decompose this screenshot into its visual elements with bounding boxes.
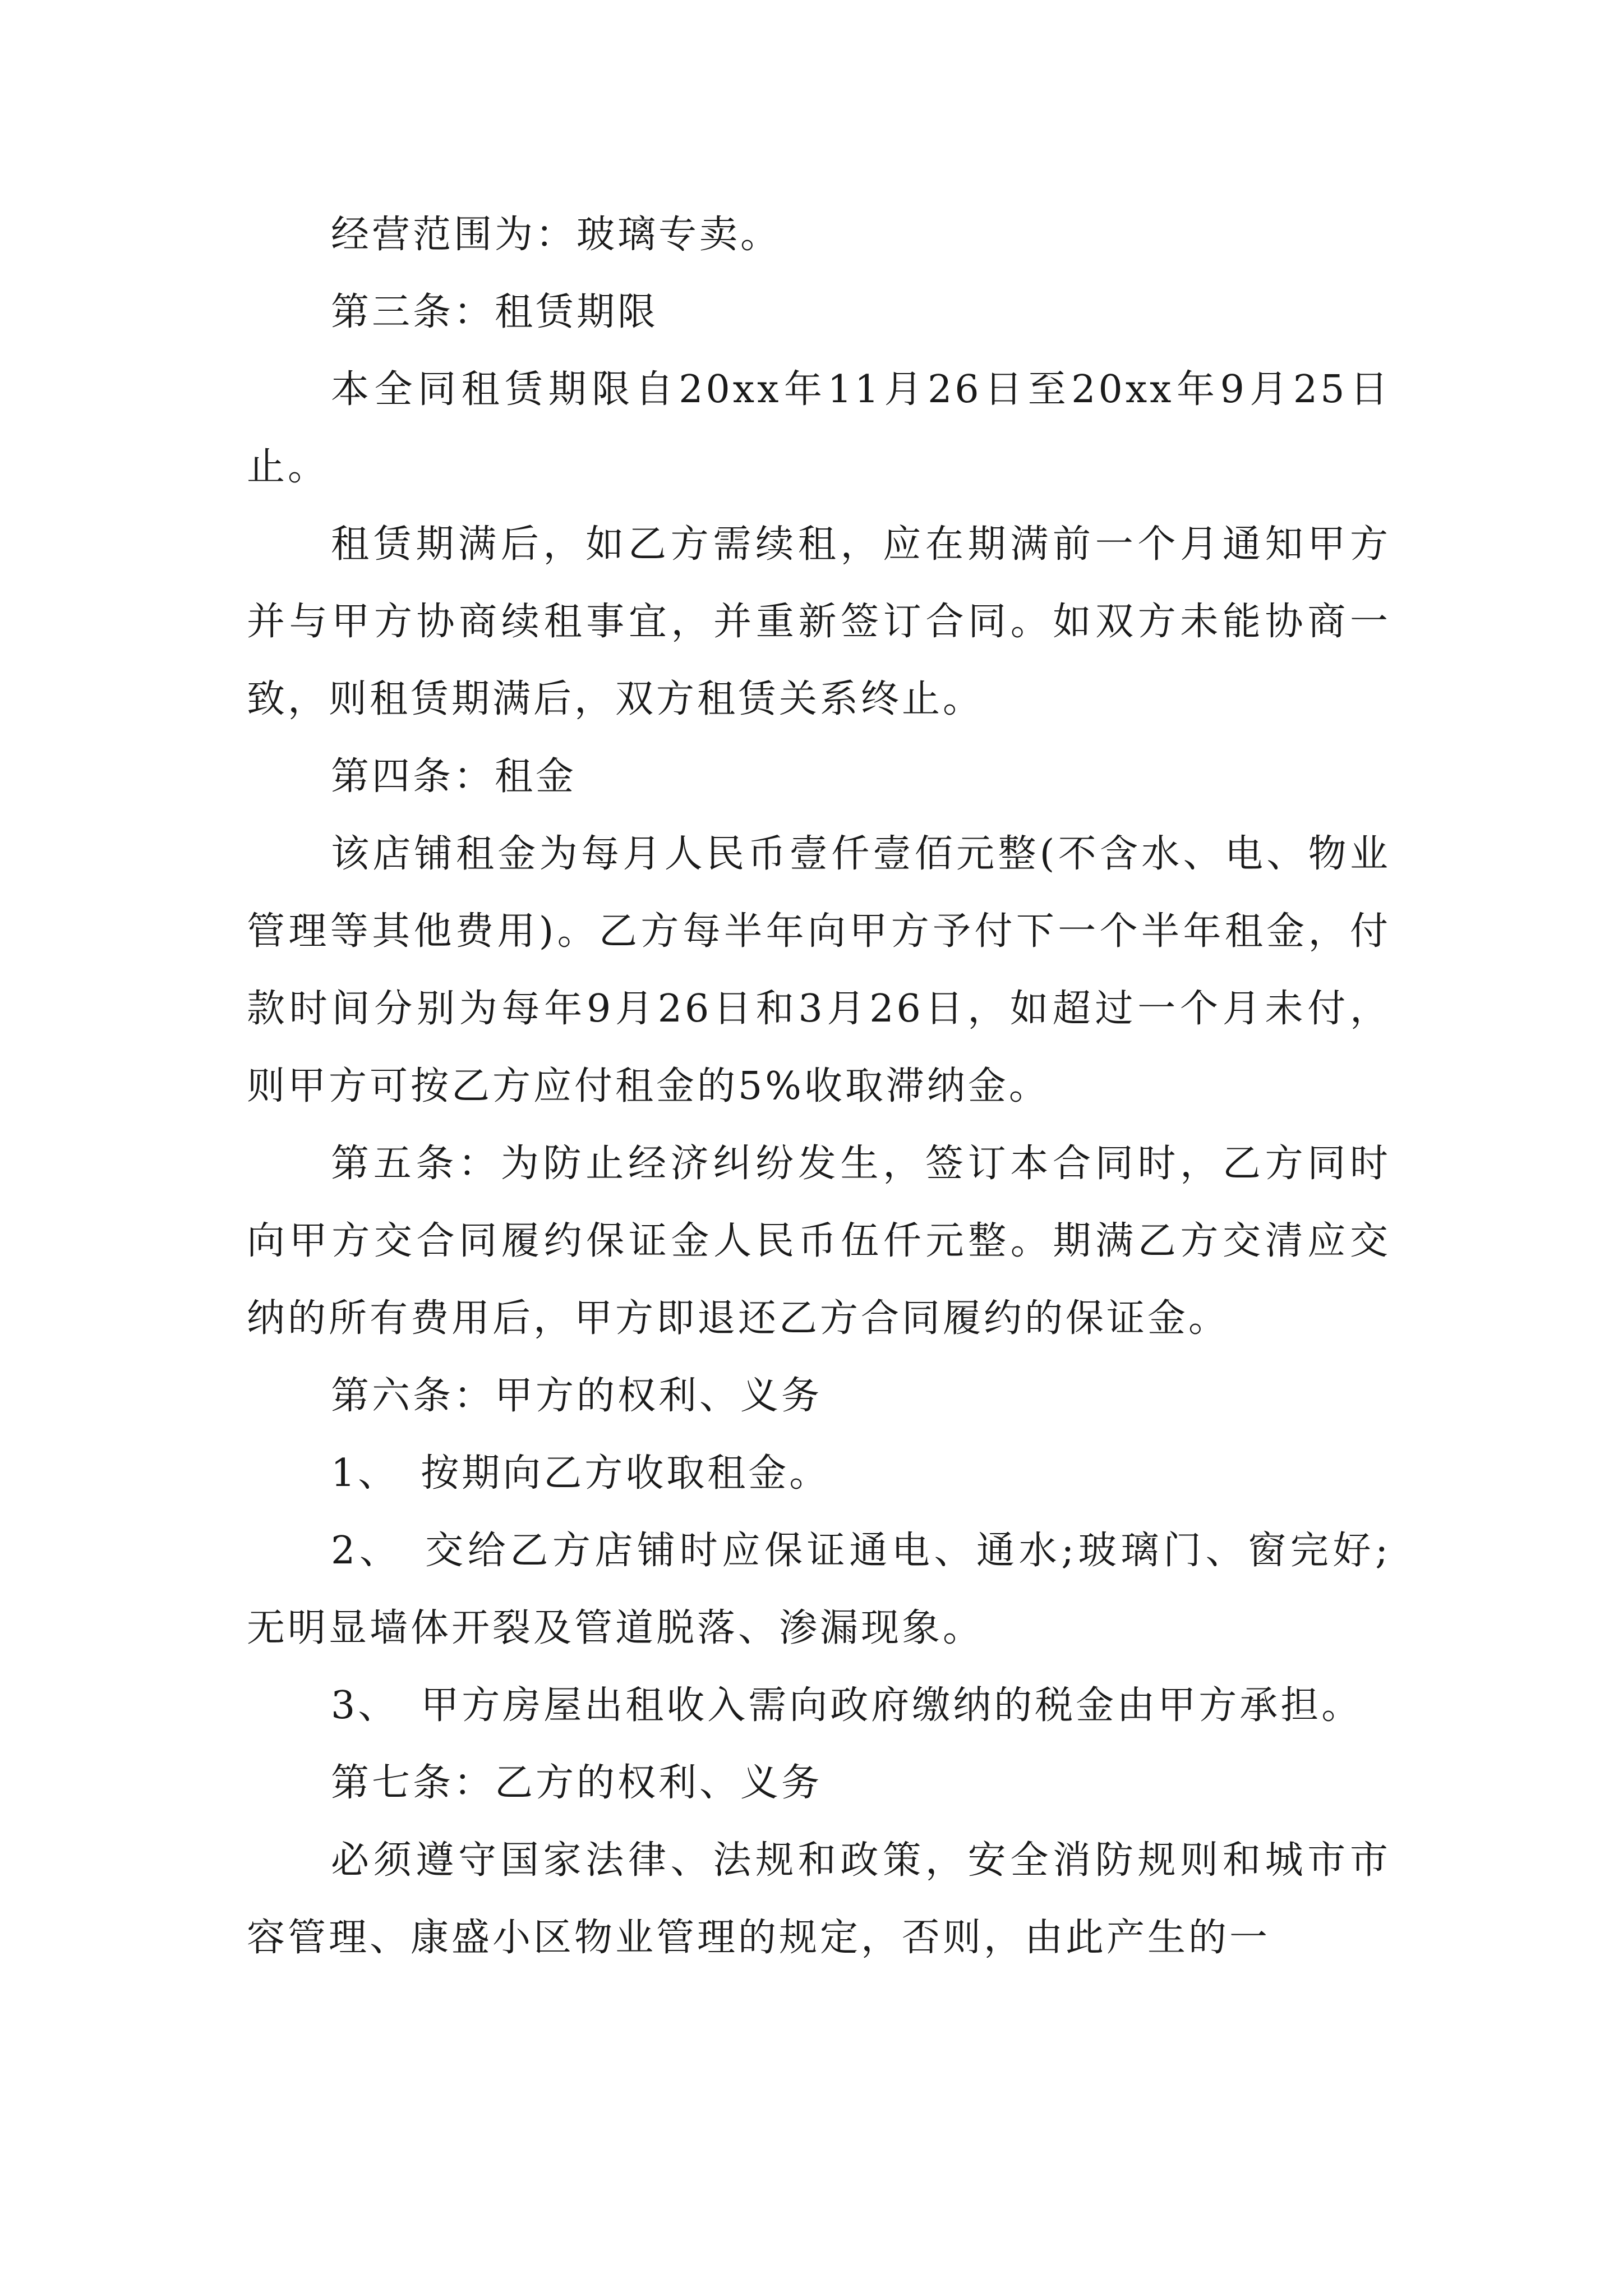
- document-body: [247, 196, 1391, 1977]
- list-item-lessor-2: 2、 交给乙方店铺时应保证通电、通水;玻璃门、窗完好;无明显墙体开裂及管道脱落、渗漏现象。: [247, 1529, 1391, 1650]
- heading-article-6: 第六条：甲方的权利、义务: [331, 1374, 823, 1418]
- paragraph-lease-renewal: 租赁期满后，如乙方需续租，应在期满前一个月通知甲方并与甲方协商续租事宜，并重新签订合同。如双方未能协商一致，则租赁期满后，双方租赁关系终止。: [247, 522, 1391, 721]
- list-item-lessor-1: 1、 按期向乙方收取租金。: [331, 1451, 831, 1496]
- paragraph-rent: 该店铺租金为每月人民币壹仟壹佰元整(不含水、电、物业管理等其他费用)。乙方每半年向甲方予付下一个半年租金，付款时间分别为每年9月26日和3月26日，如超过一个月未付，则甲方可按乙方应付租金的5%收取滞纳金。: [247, 832, 1391, 1108]
- paragraph-lease-term: 本全同租赁期限自20xx年11月26日至20xx年9月25日止。: [247, 367, 1391, 489]
- paragraph-article-5-deposit: 第五条：为防止经济纠纷发生，签订本合同时，乙方同时向甲方交合同履约保证金人民币伍仟元整。期满乙方交清应交纳的所有费用后，甲方即退还乙方合同履约的保证金。: [247, 1142, 1391, 1341]
- paragraph-business-scope: 经营范围为：玻璃专卖。: [331, 213, 782, 257]
- heading-article-4: 第四条：租金: [331, 754, 577, 799]
- list-item-lessor-3: 3、 甲方房屋出租收入需向政府缴纳的税金由甲方承担。: [331, 1683, 1363, 1728]
- heading-article-7: 第七条：乙方的权利、义务: [331, 1761, 823, 1805]
- heading-article-3: 第三条：租赁期限: [331, 290, 659, 334]
- paragraph-lessee-obligations: 必须遵守国家法律、法规和政策，安全消防规则和城市市容管理、康盛小区物业管理的规定，否则，由此产生的一: [247, 1838, 1391, 1960]
